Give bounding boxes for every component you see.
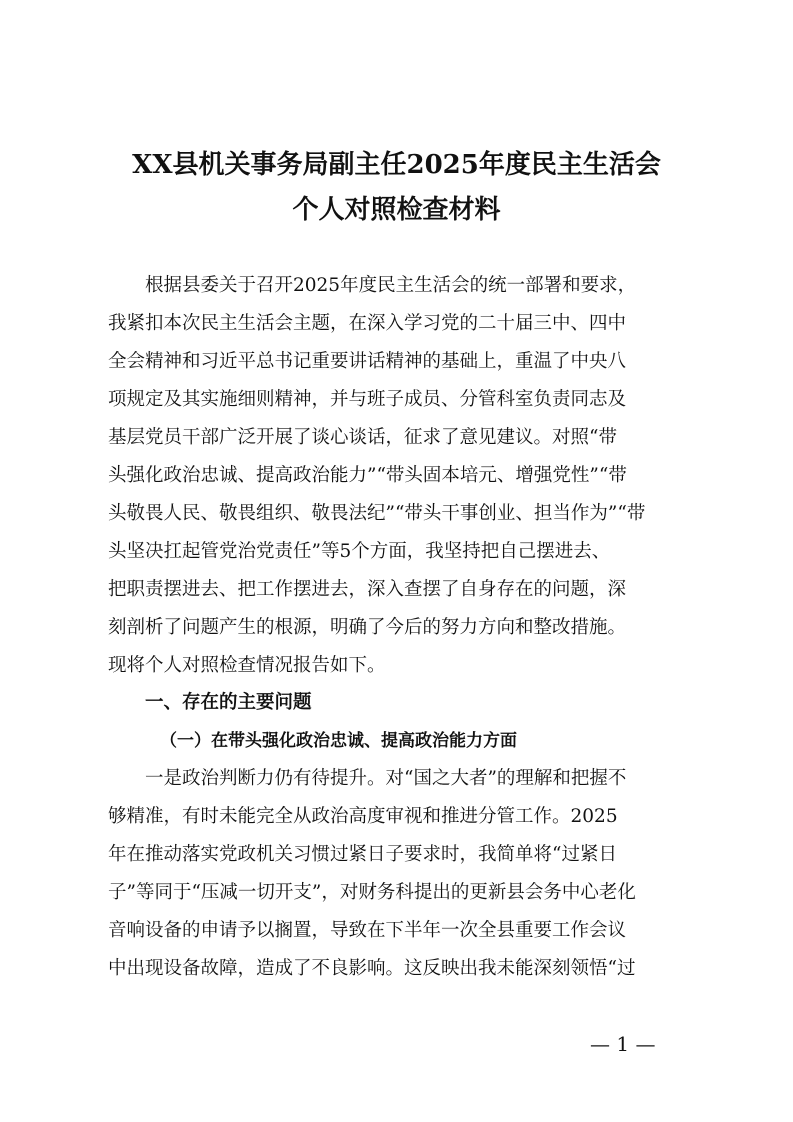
subsection-heading: （一）在带头强化政治忠诚、提高政治能力方面 [160, 731, 517, 751]
body-text-line: 够精准，有时未能完全从政治高度审视和推进分管工作。2025 [108, 806, 618, 827]
intro-text-line: 根据县委关于召开2025年度民主生活会的统一部署和要求， [145, 275, 637, 296]
section-heading: 一、存在的主要问题 [145, 692, 312, 713]
body-text-line: 子”等同于“压减一切开支”，对财务科提出的更新县会务中心老化 [108, 882, 636, 903]
intro-text-line: 基层党员干部广泛开展了谈心谈话，征求了意见建议。对照“带 [108, 427, 617, 448]
intro-text-line: 把职责摆进去、把工作摆进去，深入查摆了自身存在的问题，深 [108, 579, 627, 600]
body-text-line: 一是政治判断力仍有待提升。对“国之大者”的理解和把握不 [145, 768, 627, 789]
body-text-line: 年在推动落实党政机关习惯过紧日子要求时，我简单将“过紧日 [108, 844, 617, 865]
document-title-line-2: 个人对照检查材料 [292, 195, 501, 225]
intro-text-line: 头坚决扛起管党治党责任”等5个方面，我坚持把自己摆进去、 [108, 541, 611, 562]
intro-text-line: 头强化政治忠诚、提高政治能力”“带头固本培元、增强党性”“带 [108, 465, 627, 486]
body-text-line: 中出现设备故障，造成了不良影响。这反映出我未能深刻领悟“过 [108, 958, 636, 979]
intro-text-line: 现将个人对照检查情况报告如下。 [108, 655, 386, 676]
document-title-line-1: XX县机关事务局副主任2025年度民主生活会 [132, 150, 661, 180]
page-number: — 1 — [590, 1032, 656, 1056]
intro-text-line: 项规定及其实施细则精神，并与班子成员、分管科室负责同志及 [108, 389, 627, 410]
intro-text-line: 我紧扣本次民主生活会主题，在深入学习党的二十届三中、四中 [108, 313, 627, 334]
intro-text-line: 刻剖析了问题产生的根源，明确了今后的努力方向和整改措施。 [108, 617, 627, 638]
intro-text-line: 头敬畏人民、敬畏组织、敬畏法纪”“带头干事创业、担当作为”“带 [108, 503, 646, 524]
body-text-line: 音响设备的申请予以搁置，导致在下半年一次全县重要工作会议 [108, 920, 627, 941]
intro-text-line: 全会精神和习近平总书记重要讲话精神的基础上，重温了中央八 [108, 351, 627, 372]
